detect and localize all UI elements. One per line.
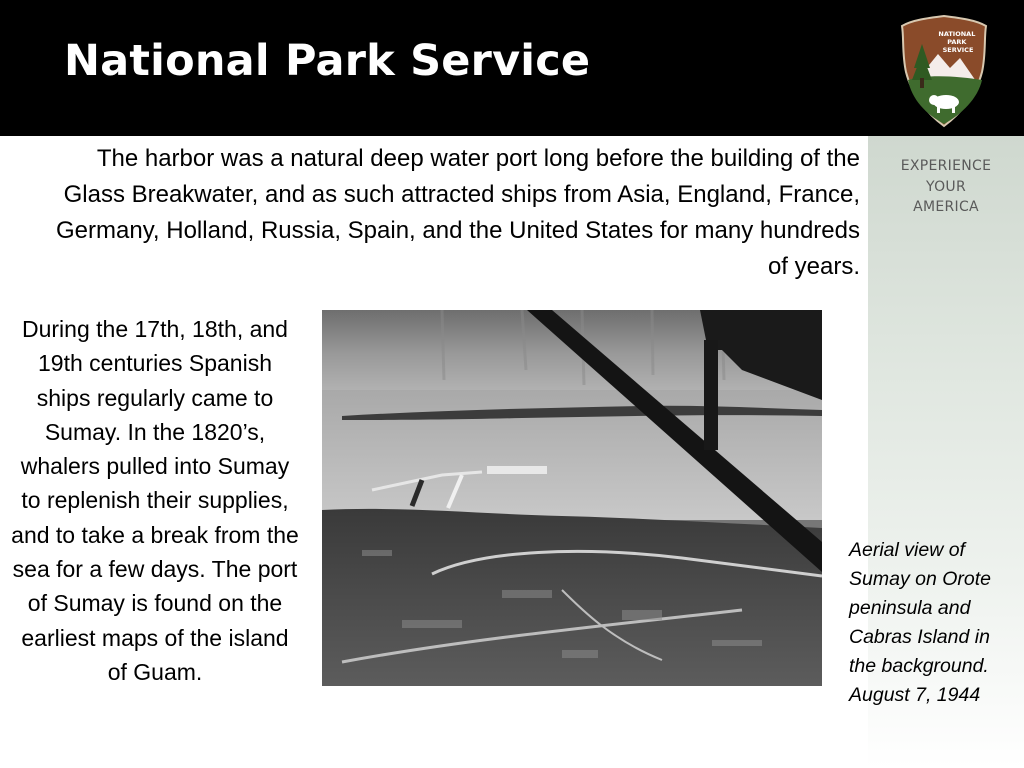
- photo-caption: [849, 536, 1019, 710]
- tagline-line: YOUR: [926, 178, 966, 195]
- caption-line: Sumay on Orote: [849, 568, 991, 590]
- caption-line: Aerial view of: [849, 539, 965, 561]
- tagline: [868, 156, 1024, 218]
- caption-line: the background.: [849, 655, 989, 677]
- aerial-photo: [322, 310, 822, 686]
- caption-line: August 7, 1944: [849, 684, 981, 706]
- logo-text-line: NATIONAL: [938, 30, 976, 38]
- header-bar: [0, 0, 1024, 136]
- logo-text-line: PARK: [947, 38, 967, 46]
- caption-line: peninsula and: [849, 597, 971, 619]
- logo-text-line: SERVICE: [942, 46, 974, 54]
- tagline-line: AMERICA: [913, 199, 979, 215]
- header-title: National Park Service: [64, 36, 591, 86]
- nps-arrowhead-logo: [898, 14, 990, 128]
- caption-line: Cabras Island in: [849, 626, 990, 648]
- body-paragraph: During the 17th, 18th, and 19th centuries Spanish ships regularly came to Sumay. In the 1820’s, whalers pulled into Sumay to replenish their supplies, and to take a break from the sea for a few days. The port of Sumay is found on the earliest maps of the island of Guam.: [11, 316, 299, 685]
- tagline-line: EXPERIENCE: [900, 158, 992, 174]
- intro-paragraph: The harbor was a natural deep water port long before the building of the Glass Breakwater, and as such attracted ships from Asia, England, France, Germany, Holland, Russia, Spain, and the United States for many hundreds of years.: [56, 145, 860, 280]
